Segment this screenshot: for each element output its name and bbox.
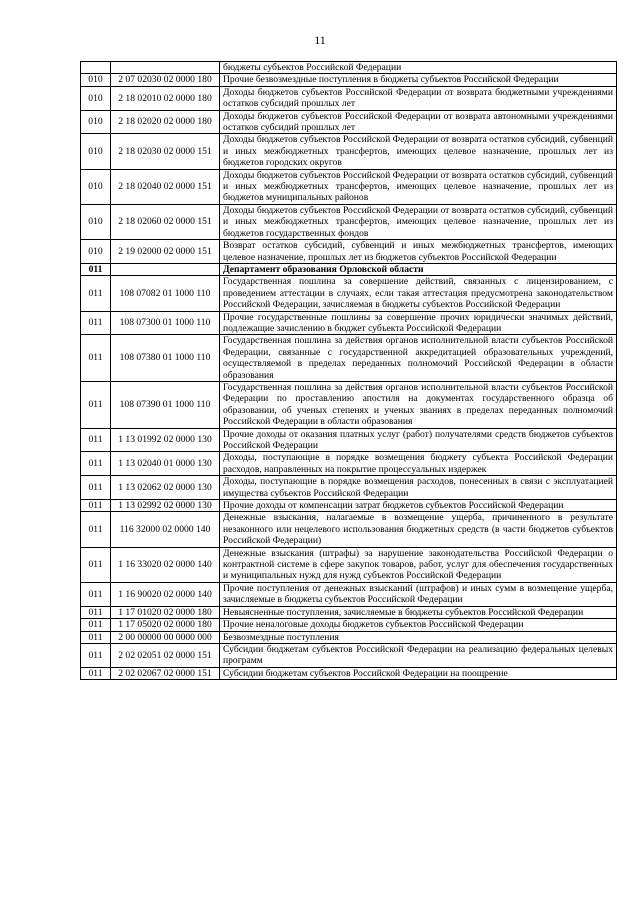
admin-code-cell: 011 [81,476,111,500]
budget-code-cell: 1 13 02992 02 0000 130 [111,500,220,512]
table-row [81,240,617,264]
admin-code-cell: 010 [81,110,111,134]
table-row [81,512,617,547]
table-row [81,169,617,204]
admin-code-cell: 010 [81,240,111,264]
budget-code-cell: 2 00 00000 00 0000 000 [111,631,220,643]
admin-code-cell: 011 [81,667,111,679]
table-row [81,428,617,452]
budget-code-cell: 2 18 02060 02 0000 151 [111,204,220,239]
budget-code-cell: 108 07082 01 1000 110 [111,276,220,311]
description-cell: Прочие доходы от оказания платных услуг (работ) получателями средств бюджетов субъектов Российской Федерации [220,428,617,452]
admin-code-cell: 010 [81,86,111,110]
admin-code-cell: 011 [81,619,111,631]
description-cell: Невыясненные поступления, зачисляемые в бюджеты субъектов Российской Федерации [220,606,617,618]
budget-code-cell: 1 16 90020 02 0000 140 [111,582,220,606]
description-cell: Доходы, поступающие в порядке возмещения расходов, понесенных в связи с эксплуатацией имущества субъектов Российской Федерации [220,476,617,500]
admin-code-cell: 011 [81,428,111,452]
description-cell: Прочие поступления от денежных взысканий (штрафов) и иных сумм в возмещение ущерба, зачисляемые в бюджеты субъектов Российской Федерации [220,582,617,606]
description-cell: Прочие государственные пошлины за совершение прочих юридически значимых действий, подлежащие зачислению в бюджет субъекта Российской Федерации [220,311,617,335]
admin-code-cell: 010 [81,169,111,204]
budget-code-cell: 2 18 02020 02 0000 180 [111,110,220,134]
budget-code-cell: 1 13 01992 02 0000 130 [111,428,220,452]
admin-code-cell: 011 [81,452,111,476]
description-cell: Доходы бюджетов субъектов Российской Федерации от возврата бюджетными учреждениями остатков субсидий прошлых лет [220,86,617,110]
table-row [81,643,617,667]
table-row [81,619,617,631]
budget-code-cell: 2 02 02067 02 0000 151 [111,667,220,679]
table-row [81,311,617,335]
admin-code-cell: 011 [81,500,111,512]
table-row [81,110,617,134]
table-row [81,476,617,500]
budget-code-cell: 2 18 02040 02 0000 151 [111,169,220,204]
description-cell: Государственная пошлина за действия органов исполнительной власти субъектов Российской Федерации по проставлению апостиля на документах государственного образца об образовании, об ученых степенях и ученых званиях в пределах переданных полномочий Российской Федерации в области образования [220,381,617,428]
description-cell: Доходы бюджетов субъектов Российской Федерации от возврата автономными учреждениями остатков субсидий прошлых лет [220,110,617,134]
admin-code-cell: 011 [81,335,111,382]
table-row [81,631,617,643]
budget-code-cell [111,263,220,275]
table-row [81,452,617,476]
description-cell: бюджеты субъектов Российской Федерации [220,62,617,74]
table-row [81,204,617,239]
table-row [81,276,617,311]
table-row [81,547,617,582]
description-cell: Прочие доходы от компенсации затрат бюджетов субъектов Российской Федерации [220,500,617,512]
revenue-codes-table [80,61,617,680]
admin-code-cell [81,62,111,74]
budget-code-cell: 108 07380 01 1000 110 [111,335,220,382]
budget-code-cell: 116 32000 02 0000 140 [111,512,220,547]
budget-code-cell: 1 17 01020 02 0000 180 [111,606,220,618]
description-cell: Доходы бюджетов субъектов Российской Федерации от возврата остатков субсидий, субвенций и иных межбюджетных трансфертов, имеющих целевое назначение, прошлых лет из бюджетов государственных фондов [220,204,617,239]
description-cell: Возврат остатков субсидий, субвенций и иных межбюджетных трансфертов, имеющих целевое назначение, прошлых лет из бюджетов субъектов Российской Федерации [220,240,617,264]
table-row [81,74,617,86]
budget-code-cell: 1 17 05020 02 0000 180 [111,619,220,631]
description-cell: Департамент образования Орловской области [220,263,617,275]
description-cell: Доходы бюджетов субъектов Российской Федерации от возврата остатков субсидий, субвенций и иных межбюджетных трансфертов, имеющих целевое назначение, прошлых лет из бюджетов муниципальных районов [220,169,617,204]
table-row [81,667,617,679]
description-cell: Субсидии бюджетам субъектов Российской Федерации на реализацию федеральных целевых программ [220,643,617,667]
admin-code-cell: 011 [81,582,111,606]
description-cell: Доходы, поступающие в порядке возмещения бюджету субъекта Российской Федерации расходов, направленных на покрытие процессуальных издержек [220,452,617,476]
description-cell: Денежные взыскания, налагаемые в возмещение ущерба, причиненного в результате незаконного или нецелевого использования бюджетных средств (в части бюджетов субъектов Российской Федерации) [220,512,617,547]
admin-code-cell: 010 [81,74,111,86]
budget-code-cell: 1 13 02040 01 0000 130 [111,452,220,476]
budget-code-cell: 1 16 33020 02 0000 140 [111,547,220,582]
budget-code-cell: 108 07300 01 1000 110 [111,311,220,335]
table-row [81,582,617,606]
table-row [81,62,617,74]
admin-code-cell: 011 [81,547,111,582]
page-number: 11 [314,33,326,47]
table-row [81,134,617,169]
description-cell: Доходы бюджетов субъектов Российской Федерации от возврата остатков субсидий, субвенций и иных межбюджетных трансфертов, имеющих целевое назначение, прошлых лет из бюджетов городских округов [220,134,617,169]
admin-code-cell: 011 [81,381,111,428]
budget-code-cell: 2 19 02000 02 0000 151 [111,240,220,264]
admin-code-cell: 010 [81,204,111,239]
budget-code-cell: 108 07390 01 1000 110 [111,381,220,428]
description-cell: Государственная пошлина за совершение действий, связанных с лицензированием, с проведением аттестации в случаях, если такая аттестация предусмотрена законодательством Российской Федерации, зачисляемая в бюджеты субъектов Российской Федерации [220,276,617,311]
admin-code-cell: 010 [81,134,111,169]
admin-code-cell: 011 [81,606,111,618]
table-row [81,606,617,618]
budget-code-cell: 2 07 02030 02 0000 180 [111,74,220,86]
description-cell: Прочие неналоговые доходы бюджетов субъектов Российской Федерации [220,619,617,631]
budget-code-cell: 2 02 02051 02 0000 151 [111,643,220,667]
budget-code-cell [111,62,220,74]
admin-code-cell: 011 [81,276,111,311]
description-cell: Безвозмездные поступления [220,631,617,643]
admin-code-cell: 011 [81,512,111,547]
table-row [81,263,617,275]
table-row [81,335,617,382]
admin-code-cell: 011 [81,631,111,643]
budget-code-cell: 2 18 02010 02 0000 180 [111,86,220,110]
table-row [81,381,617,428]
description-cell: Прочие безвозмездные поступления в бюджеты субъектов Российской Федерации [220,74,617,86]
admin-code-cell: 011 [81,263,111,275]
budget-code-cell: 2 18 02030 02 0000 151 [111,134,220,169]
admin-code-cell: 011 [81,643,111,667]
table-row [81,500,617,512]
description-cell: Субсидии бюджетам субъектов Российской Федерации на поощрение [220,667,617,679]
description-cell: Денежные взыскания (штрафы) за нарушение законодательства Российской Федерации о контрактной системе в сфере закупок товаров, работ, услуг для обеспечения государственных и муниципальных нужд для нужд субъектов Российской Федерации [220,547,617,582]
admin-code-cell: 011 [81,311,111,335]
budget-code-cell: 1 13 02062 02 0000 130 [111,476,220,500]
description-cell: Государственная пошлина за действия органов исполнительной власти субъектов Российской Федерации, связанные с государственной аккредитацией образовательных учреждений, осуществляемой в пределах переданных полномочий Российской Федерации в области образования [220,335,617,382]
table-row [81,86,617,110]
